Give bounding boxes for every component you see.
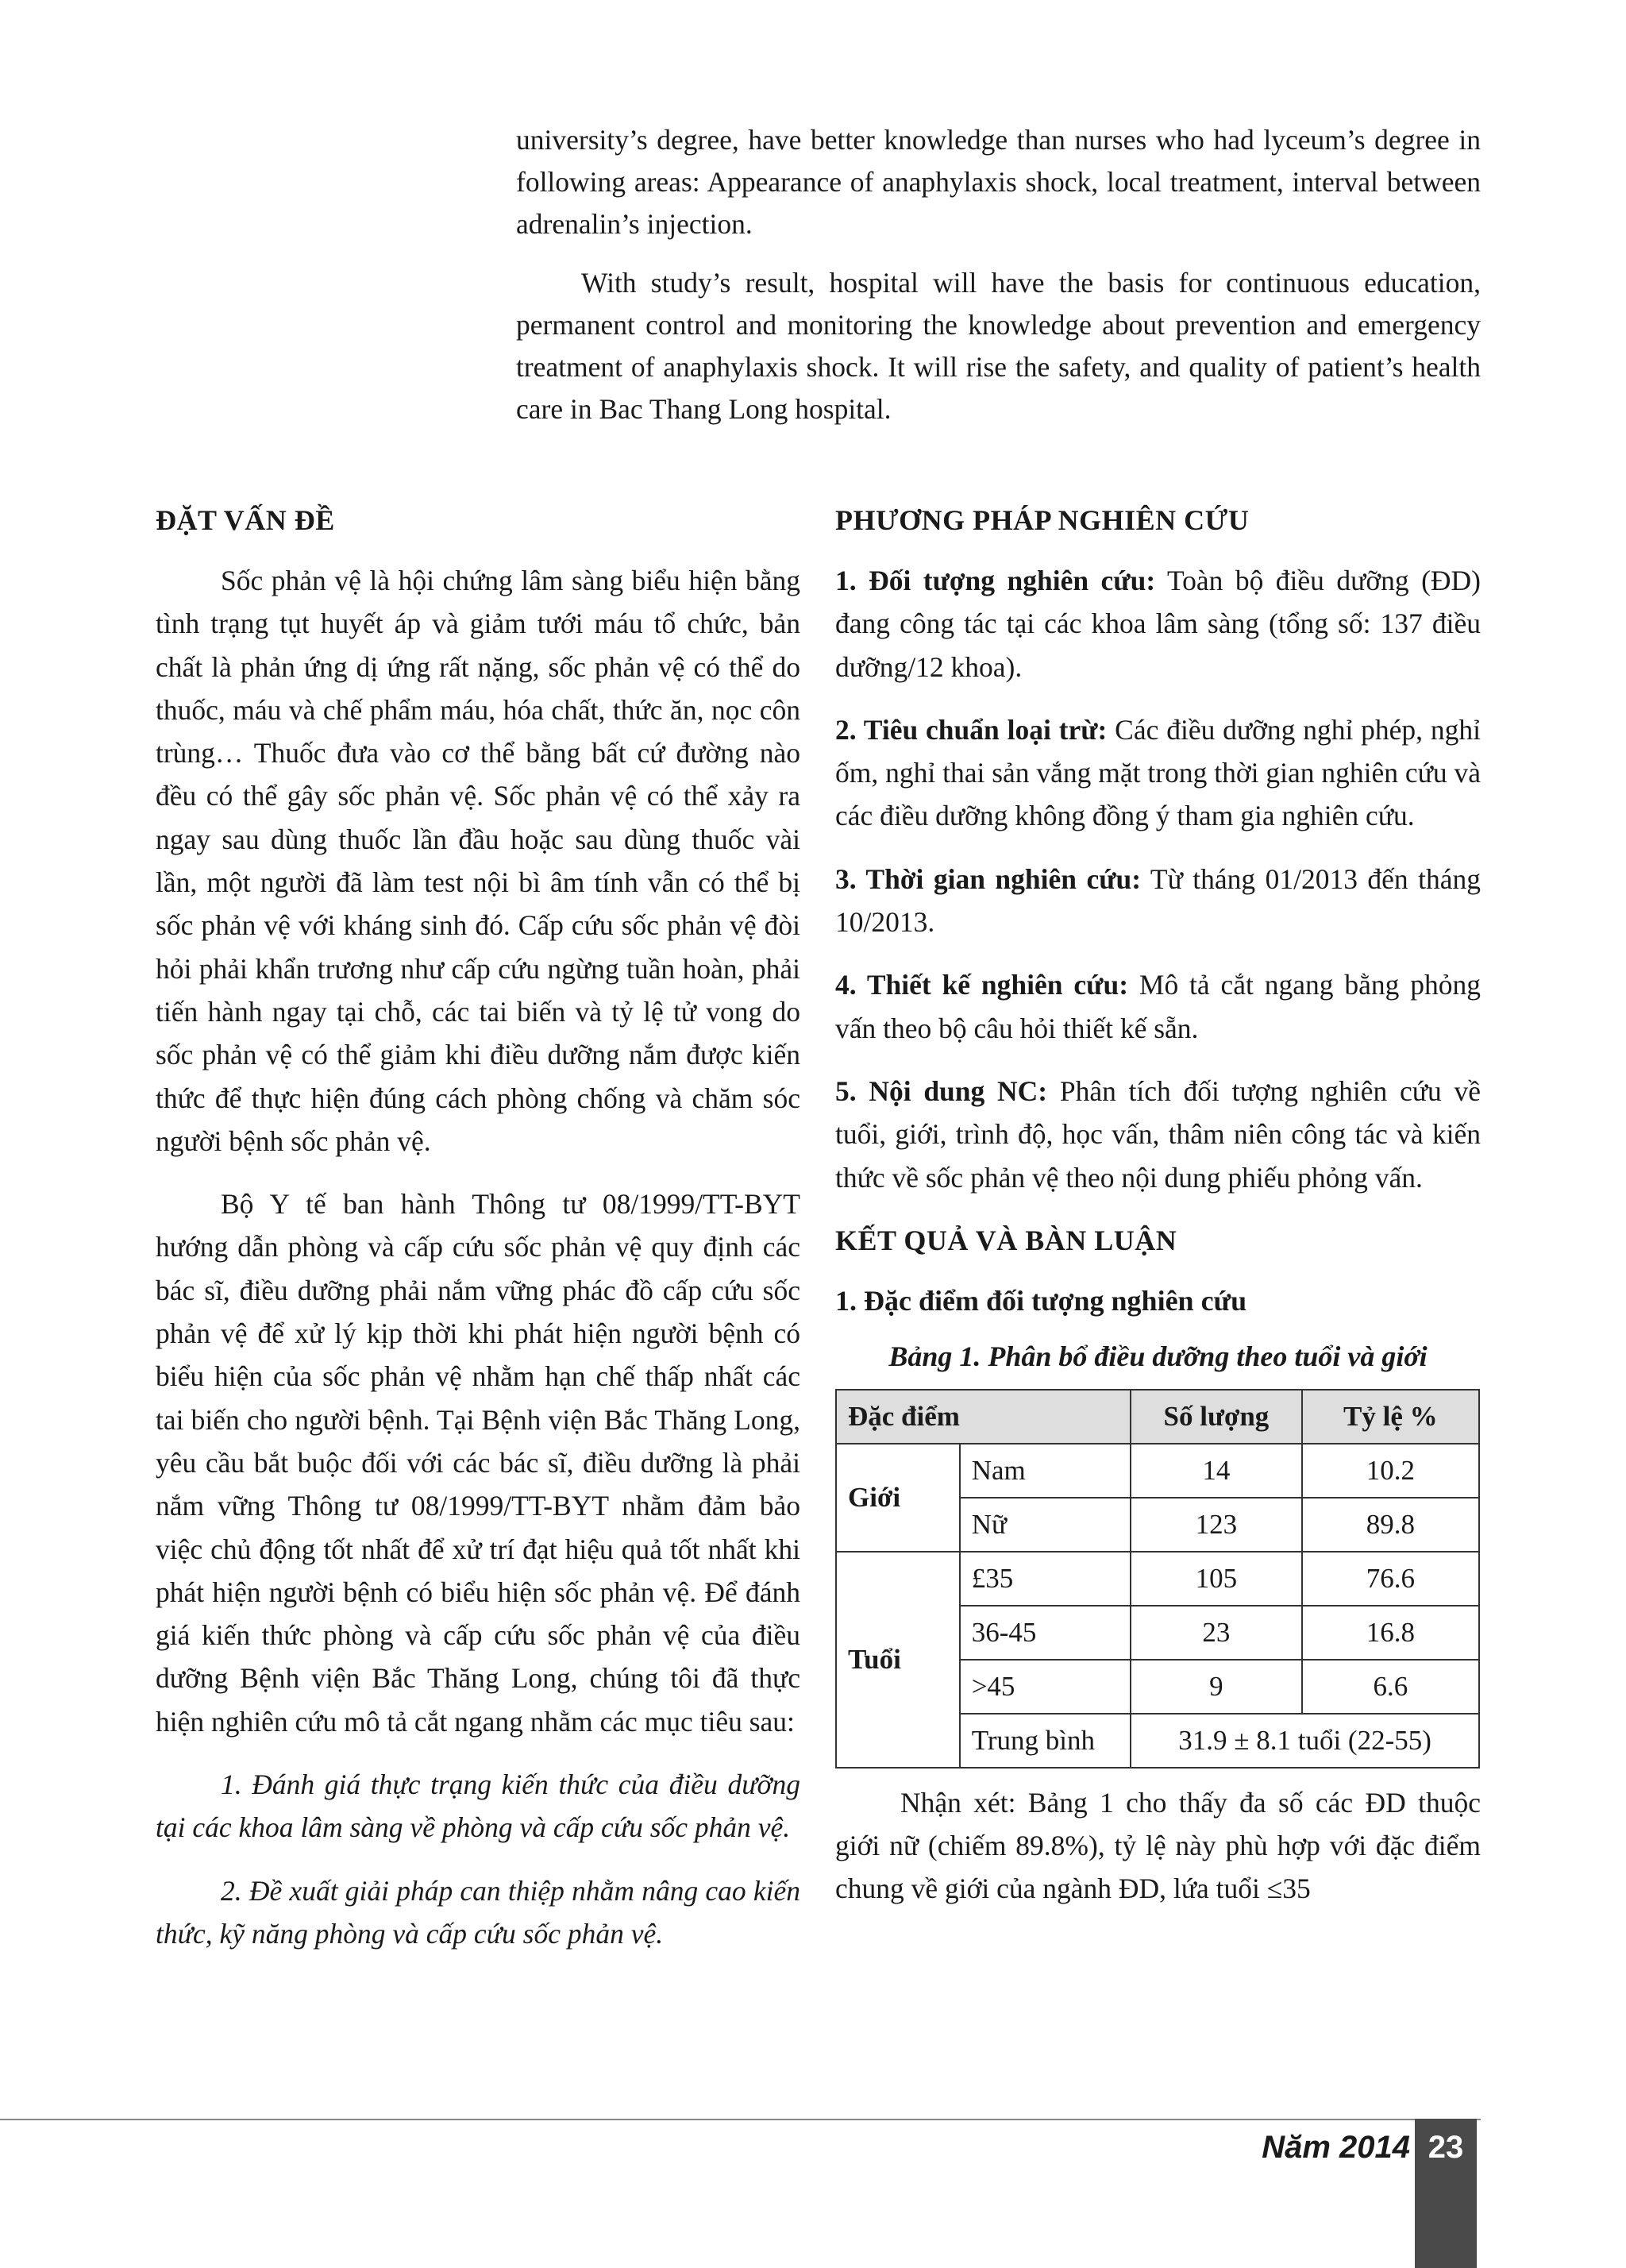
method-item-5-text: Phân tích đối tượng nghiên cứu về tuổi, giới, trình độ, học vấn, thâm niên công tác và kiến thức về sốc phản vệ theo nội dung phiếu phỏng vấn. [835, 1074, 1481, 1194]
row-count: 105 [1131, 1552, 1301, 1606]
method-item-2-label: 2. Tiêu chuẩn loại trừ: [835, 713, 1108, 746]
method-item-4-text: Mô tả cắt ngang bằng phỏng vấn theo bộ câu hỏi thiết kế sẵn. [835, 969, 1481, 1044]
table-row [836, 1552, 1479, 1606]
intro-paragraph-2: Bộ Y tế ban hành Thông tư 08/1999/TT-BYT hướng dẫn phòng và cấp cứu sốc phản vệ quy định các bác sĩ, điều dưỡng phải nắm vững phác đồ cấp cứu sốc phản vệ để xử lý kịp thời khi phát hiện người bệnh có biểu hiện của sốc phản vệ nhằm hạn chế thấp nhất các tai biến cho người bệnh. Tại Bệnh viện Bắc Thăng Long, yêu cầu bắt buộc đối với các bác sĩ, điều dưỡng là phải nắm vững Thông tư 08/1999/TT-BYT nhằm đảm bảo việc chủ động tốt nhất để xử trí đạt hiệu quả tốt nhất khi phát hiện người bệnh có biểu hiện sốc phản vệ. Để đánh giá kiến thức phòng và cấp cứu sốc phản vệ của điều dưỡng Bệnh viện Bắc Thăng Long, chúng tôi đã thực hiện nghiên cứu mô tả cắt ngang nhằm các mục tiêu sau: [156, 1188, 800, 1738]
method-item-4 [835, 963, 1481, 1050]
results-subheading: 1. Đặc điểm đối tượng nghiên cứu [835, 1284, 1247, 1317]
row-label: Nữ [960, 1498, 1131, 1552]
header-percent: Tỷ lệ % [1302, 1390, 1479, 1444]
left-column [156, 499, 800, 1975]
mean-label: Trung bình [960, 1714, 1131, 1768]
abstract-continuation [516, 119, 1481, 447]
row-count: 9 [1131, 1660, 1301, 1714]
section-heading-introduction: ĐẶT VẤN ĐỀ [156, 504, 335, 536]
row-percent: 89.8 [1302, 1498, 1479, 1552]
row-label: Nam [960, 1444, 1131, 1498]
abstract-paragraph-2: With study’s result, hospital will have the basis for continuous education, permanent control and monitoring the knowledge about prevention and emergency treatment of anaphylaxis shock. It will rise the safety, and quality of patient’s health care in Bac Thang Long hospital. [516, 267, 1481, 425]
page-number: 23 [1428, 2130, 1464, 2165]
method-item-5-label: 5. Nội dung NC: [835, 1074, 1048, 1107]
method-item-3 [835, 858, 1481, 944]
method-item-2-text: Các điều dưỡng nghỉ phép, nghỉ ốm, nghỉ thai sản vắng mặt trong thời gian nghiên cứu và các điều dưỡng không đồng ý tham gia nghiên cứu. [835, 713, 1481, 832]
method-item-5 [835, 1070, 1481, 1199]
method-item-3-text: Từ tháng 01/2013 đến tháng 10/2013. [835, 862, 1481, 939]
mean-value: 31.9 ± 8.1 tuổi (22-55) [1131, 1714, 1479, 1768]
footer-divider [0, 2119, 1481, 2120]
row-count: 123 [1131, 1498, 1301, 1552]
row-percent: 16.8 [1302, 1606, 1479, 1660]
table-header-row [836, 1390, 1479, 1444]
row-percent: 10.2 [1302, 1444, 1479, 1498]
header-count: Số lượng [1131, 1390, 1301, 1444]
section-heading-results: KẾT QUẢ VÀ BÀN LUẬN [835, 1224, 1177, 1256]
row-label: £35 [960, 1552, 1131, 1606]
row-percent: 76.6 [1302, 1552, 1479, 1606]
intro-paragraph-1: Sốc phản vệ là hội chứng lâm sàng biểu hiện bằng tình trạng tụt huyết áp và giảm tưới máu tổ chức, bản chất là phản ứng dị ứng rất nặng, sốc phản vệ có thể do thuốc, máu và chế phẩm máu, hóa chất, thức ăn, nọc côn trùng… Thuốc đưa vào cơ thể bằng bất cứ đường nào đều có thể gây sốc phản vệ. Sốc phản vệ có thể xảy ra ngay sau dùng thuốc lần đầu hoặc sau dùng thuốc vài lần, một người đã làm test nội bì âm tính vẫn có thể bị sốc phản vệ với kháng sinh đó. Cấp cứu sốc phản vệ đòi hỏi phải khẩn trương như cấp cứu ngừng tuần hoàn, phải tiến hành ngay tại chỗ, các tai biến và tỷ lệ tử vong do sốc phản vệ có thể giảm khi điều dưỡng nắm được kiến thức để thực hiện đúng cách phòng chống và chăm sóc người bệnh sốc phản vệ. [156, 565, 800, 1157]
data-table [835, 1389, 1480, 1768]
right-column [835, 499, 1481, 1930]
table-row [836, 1444, 1479, 1498]
row-count: 14 [1131, 1444, 1301, 1498]
method-item-1-text: Toàn bộ điều dưỡng (ĐD) đang công tác tại các khoa lâm sàng (tổng số: 137 điều dưỡng/12 khoa). [835, 565, 1481, 683]
table-remark: Nhận xét: Bảng 1 cho thấy đa số các ĐD thuộc giới nữ (chiếm 89.8%), tỷ lệ này phù hợp với đặc điểm chung về giới của ngành ĐD, lứa tuổi ≤35 [835, 1786, 1481, 1905]
section-heading-methods: PHƯƠNG PHÁP NGHIÊN CỨU [835, 504, 1250, 536]
row-label: 36-45 [960, 1606, 1131, 1660]
header-characteristic: Đặc điểm [836, 1390, 1131, 1444]
table-caption: Bảng 1. Phân bổ điều dưỡng theo tuổi và giới [888, 1340, 1428, 1372]
method-item-3-label: 3. Thời gian nghiên cứu: [835, 862, 1142, 895]
objective-1: 1. Đánh giá thực trạng kiến thức của điều dưỡng tại các khoa lâm sàng về phòng và cấp cứu sốc phản vệ. [156, 1768, 800, 1844]
group-age: Tuổi [836, 1552, 960, 1768]
method-item-1 [835, 559, 1481, 688]
row-count: 23 [1131, 1606, 1301, 1660]
method-item-2 [835, 708, 1481, 838]
objective-2: 2. Đề xuất giải pháp can thiệp nhằm nâng cao kiến thức, kỹ năng phòng và cấp cứu sốc phản vệ. [156, 1874, 800, 1950]
group-gender: Giới [836, 1444, 960, 1552]
abstract-paragraph-1: university’s degree, have better knowledge than nurses who had lyceum’s degree in following areas: Appearance of anaphylaxis shock, local treatment, interval between adrenalin’s injection. [516, 124, 1481, 240]
footer-year: Năm 2014 [1262, 2130, 1410, 2165]
row-label: >45 [960, 1660, 1131, 1714]
row-percent: 6.6 [1302, 1660, 1479, 1714]
method-item-4-label: 4. Thiết kế nghiên cứu: [835, 969, 1129, 1001]
method-item-1-label: 1. Đối tượng nghiên cứu: [835, 565, 1156, 596]
